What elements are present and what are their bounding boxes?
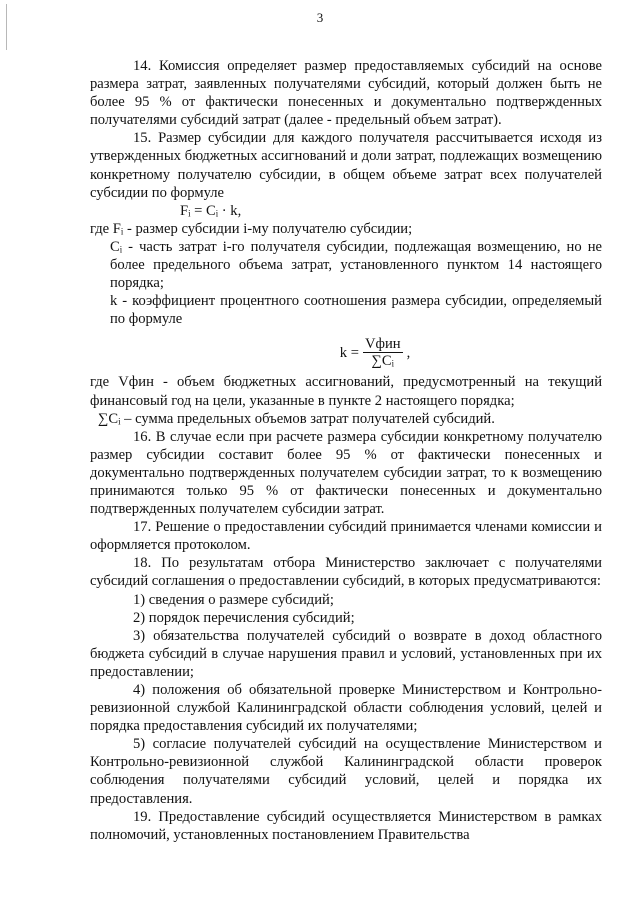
formula-k-denominator: ∑Cᵢ — [371, 353, 395, 370]
page-number: 3 — [316, 10, 324, 25]
definition-fi: где Fᵢ - размер субсидии i-му получателю субсидии; — [90, 220, 413, 237]
paragraph-18: 18. По результатам отбора Министерство заключает с получателями субсидий соглашения о предоставлении субсидий, в которых предусматриваются: — [90, 555, 602, 590]
formula-k-numerator: Vфин — [364, 336, 401, 353]
formula-fi: Fᵢ = Cᵢ · k, — [180, 202, 242, 219]
paragraph-17: 17. Решение о предоставлении субсидий принимается членами комиссии и оформляется протоколом. — [90, 519, 602, 554]
paragraph-19: 19. Предоставление субсидий осуществляется Министерством в рамках полномочий, установленных постановлением Правительства — [90, 808, 602, 843]
definition-k: k - коэффициент процентного соотношения размера субсидии, определяемый по формуле — [110, 293, 602, 328]
paragraph-16: 16. В случае если при расчете размера субсидии конкретному получателю размер субсидии составит более 95 % от фактически понесенных и документально подтвержденных получателем субсидии затрат, то к возмещению принимаются только 95 % от фактически понесенных и документально подтвержденных получателем субсидии затрат. — [90, 428, 602, 518]
definition-sum: ∑Cᵢ – сумма предельных объемов затрат получателей субсидий. — [98, 410, 495, 427]
formula-k-lhs: k = — [339, 345, 359, 362]
list-item-2: 2) порядок перечисления субсидий; — [133, 609, 355, 626]
list-item-5: 5) согласие получателей субсидий на осуществление Министерством и Контрольно-ревизионной службой Калининградской области проверок соблюдения получателями субсидий условий, целей и порядка их предоставления. — [90, 736, 602, 807]
list-item-1: 1) сведения о размере субсидий; — [133, 591, 334, 608]
document-body — [90, 57, 602, 844]
definition-ci: Cᵢ - часть затрат i-го получателя субсидии, подлежащая возмещению, но не более предельного объема затрат, установленного пунктом 14 настоящего порядка; — [110, 238, 602, 292]
list-item-3: 3) обязательства получателей субсидий о возврате в доход областного бюджета субсидий в случае нарушения правил и условий, установленных при их предоставлении; — [90, 627, 602, 680]
paragraph-15: 15. Размер субсидии для каждого получателя рассчитывается исходя из утвержденных бюджетных ассигнований и доли затрат, подлежащих возмещению конкретному получателю субсидии, в общем объеме затрат всех получателей субсидии по формуле — [90, 130, 602, 201]
list-item-4: 4) положения об обязательной проверке Министерством и Контрольно-ревизионной службой Калининградской области соблюдения условий, целей и порядка предоставления субсидий их получателями; — [90, 682, 602, 735]
definition-vfin: где Vфин - объем бюджетных ассигнований, предусмотренный на текущий финансовый год на цели, указанные в пункте 2 настоящего порядка; — [90, 374, 602, 409]
paragraph-14: 14. Комиссия определяет размер предоставляемых субсидий на основе размера затрат, заявленных получателями субсидий, который должен быть не более 95 % от фактически понесенных и документально подтвержденных получателями субсидий затрат (далее - предельный объем затрат). — [90, 58, 602, 129]
formula-k — [90, 336, 602, 370]
formula-k-tail: , — [406, 345, 411, 362]
formula-k-fraction — [363, 336, 403, 370]
